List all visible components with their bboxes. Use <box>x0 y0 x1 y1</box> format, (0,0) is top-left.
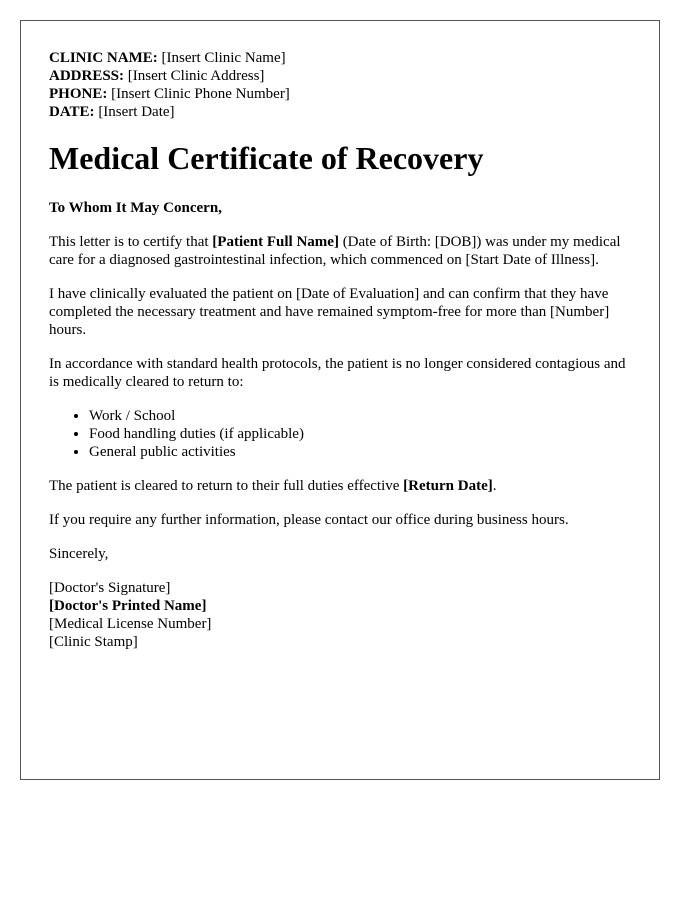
certification-prefix: This letter is to certify that <box>49 234 213 250</box>
clinic-name-label: CLINIC NAME: <box>49 50 158 66</box>
return-prefix: The patient is cleared to return to their full duties effective <box>49 478 404 494</box>
address-label: ADDRESS: <box>49 68 125 84</box>
address-value: [Insert Clinic Address] <box>127 68 265 84</box>
evaluation-paragraph: I have clinically evaluated the patient on [Date of Evaluation] and can confirm that they have completed the necessary treatment and have remained symptom-free for more than [Number] hours. <box>49 286 610 338</box>
return-date-paragraph <box>49 477 631 495</box>
clinic-header <box>49 49 631 121</box>
date-line <box>49 103 631 121</box>
address-line <box>49 67 631 85</box>
phone-label: PHONE: <box>49 86 108 102</box>
medical-license-number: [Medical License Number] <box>49 616 212 632</box>
list-item: • Work / School <box>89 407 631 425</box>
phone-value: [Insert Clinic Phone Number] <box>111 86 290 102</box>
clinic-name-value: [Insert Clinic Name] <box>161 50 286 66</box>
doctor-signature: [Doctor's Signature] <box>49 580 171 596</box>
list-item: • General public activities <box>89 443 631 461</box>
cleared-activities-list <box>49 407 631 461</box>
clearance-paragraph: In accordance with standard health protocols, the patient is no longer considered contagious and is medically cleared to return to: <box>49 356 626 390</box>
patient-name: [Patient Full Name] <box>212 234 339 250</box>
certification-suffix: (Date of Birth: [DOB]) was under my medical care for a diagnosed gastrointestinal infection, which commenced on [Start Date of Illness]. <box>49 234 621 268</box>
date-label: DATE: <box>49 104 95 120</box>
certification-paragraph <box>49 233 631 269</box>
signature-block <box>49 579 631 651</box>
date-value: [Insert Date] <box>98 104 175 120</box>
doctor-printed-name: [Doctor's Printed Name] <box>49 598 207 614</box>
return-date: [Return Date] <box>403 478 493 494</box>
certificate-page <box>20 20 660 780</box>
closing: Sincerely, <box>49 546 109 562</box>
clinic-stamp: [Clinic Stamp] <box>49 634 138 650</box>
list-item: • Food handling duties (if applicable) <box>89 425 631 443</box>
phone-line <box>49 85 631 103</box>
return-suffix: . <box>492 478 497 494</box>
page-title: Medical Certificate of Recovery <box>49 140 484 176</box>
clinic-name-line <box>49 49 631 67</box>
salutation: To Whom It May Concern, <box>49 200 222 216</box>
contact-paragraph: If you require any further information, please contact our office during business hours. <box>49 512 569 528</box>
